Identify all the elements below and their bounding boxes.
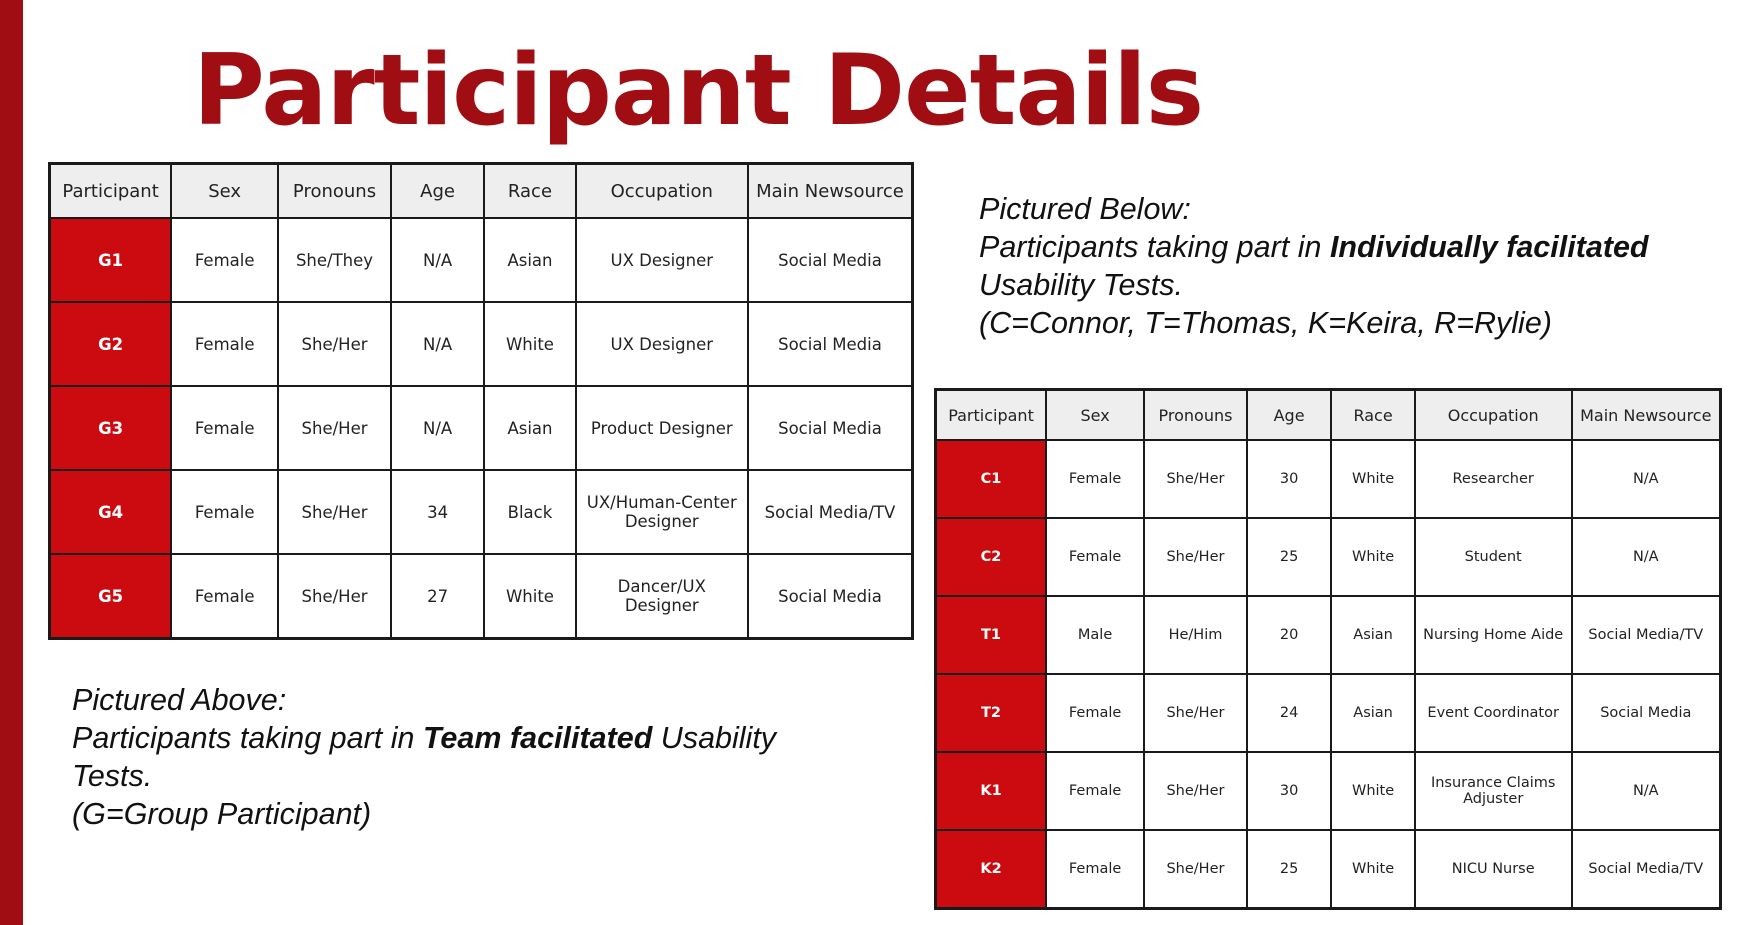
newsource-cell: N/A bbox=[1572, 518, 1721, 596]
occupation-cell: UX Designer bbox=[576, 218, 748, 302]
table-row bbox=[50, 302, 913, 386]
caption-emphasis: Individually facilitated bbox=[1329, 230, 1649, 264]
col-header-age: Age bbox=[391, 164, 485, 219]
sex-cell: Female bbox=[1046, 518, 1144, 596]
page-title: Participant Details bbox=[193, 34, 1204, 148]
col-header-participant: Participant bbox=[50, 164, 172, 219]
race-cell: White bbox=[484, 302, 575, 386]
newsource-cell: Social Media bbox=[748, 302, 913, 386]
age-cell: 25 bbox=[1247, 830, 1332, 909]
pronouns-cell: She/Her bbox=[278, 470, 391, 554]
caption-line: (C=Connor, T=Thomas, K=Keira, R=Rylie) bbox=[979, 306, 1552, 340]
sex-cell: Female bbox=[1046, 752, 1144, 830]
caption-text: Participants taking part in bbox=[72, 721, 423, 755]
slide-accent-bar bbox=[0, 0, 23, 925]
newsource-cell: N/A bbox=[1572, 440, 1721, 518]
race-cell: White bbox=[1331, 518, 1414, 596]
age-cell: N/A bbox=[391, 302, 485, 386]
age-cell: 27 bbox=[391, 554, 485, 639]
col-header-pronouns: Pronouns bbox=[1144, 390, 1247, 441]
newsource-cell: Social Media bbox=[748, 386, 913, 470]
participant-id-cell: G4 bbox=[50, 470, 172, 554]
newsource-cell: Social Media bbox=[1572, 674, 1721, 752]
pronouns-cell: She/Her bbox=[1144, 830, 1247, 909]
participant-id-cell: T1 bbox=[936, 596, 1047, 674]
sex-cell: Female bbox=[171, 386, 278, 470]
participant-id-cell: G1 bbox=[50, 218, 172, 302]
age-cell: 34 bbox=[391, 470, 485, 554]
participant-id-cell: G2 bbox=[50, 302, 172, 386]
caption-text: Usability bbox=[652, 721, 777, 755]
col-header-occupation: Occupation bbox=[576, 164, 748, 219]
col-header-newsource: Main Newsource bbox=[1572, 390, 1721, 441]
caption-emphasis: Team facilitated bbox=[422, 721, 653, 755]
age-cell: 24 bbox=[1247, 674, 1332, 752]
newsource-cell: Social Media bbox=[748, 218, 913, 302]
individual-participants-table bbox=[934, 388, 1722, 910]
occupation-cell: Student bbox=[1415, 518, 1572, 596]
pronouns-cell: He/Him bbox=[1144, 596, 1247, 674]
col-header-sex: Sex bbox=[1046, 390, 1144, 441]
table-row bbox=[50, 470, 913, 554]
caption-line: Pictured Above: bbox=[72, 683, 287, 717]
caption-line: Usability Tests. bbox=[979, 268, 1183, 302]
caption-line bbox=[979, 228, 1709, 266]
newsource-cell: Social Media/TV bbox=[1572, 596, 1721, 674]
participant-id-cell: C2 bbox=[936, 518, 1047, 596]
occupation-cell: Event Coordinator bbox=[1415, 674, 1572, 752]
race-cell: Asian bbox=[1331, 674, 1414, 752]
sex-cell: Female bbox=[171, 302, 278, 386]
race-cell: White bbox=[1331, 440, 1414, 518]
sex-cell: Female bbox=[1046, 830, 1144, 909]
pronouns-cell: She/They bbox=[278, 218, 391, 302]
col-header-newsource: Main Newsource bbox=[748, 164, 913, 219]
occupation-cell: Researcher bbox=[1415, 440, 1572, 518]
occupation-cell: Nursing Home Aide bbox=[1415, 596, 1572, 674]
newsource-cell: Social Media bbox=[748, 554, 913, 639]
col-header-participant: Participant bbox=[936, 390, 1047, 441]
participant-id-cell: C1 bbox=[936, 440, 1047, 518]
col-header-race: Race bbox=[484, 164, 575, 219]
participant-id-cell: G3 bbox=[50, 386, 172, 470]
occupation-cell: Product Designer bbox=[576, 386, 748, 470]
sex-cell: Female bbox=[1046, 440, 1144, 518]
pronouns-cell: She/Her bbox=[278, 554, 391, 639]
team-tests-caption bbox=[72, 681, 832, 833]
newsource-cell: Social Media/TV bbox=[748, 470, 913, 554]
age-cell: N/A bbox=[391, 218, 485, 302]
pronouns-cell: She/Her bbox=[278, 386, 391, 470]
col-header-occupation: Occupation bbox=[1415, 390, 1572, 441]
table-row bbox=[936, 830, 1721, 909]
sex-cell: Male bbox=[1046, 596, 1144, 674]
race-cell: Black bbox=[484, 470, 575, 554]
sex-cell: Female bbox=[171, 554, 278, 639]
col-header-race: Race bbox=[1331, 390, 1414, 441]
sex-cell: Female bbox=[1046, 674, 1144, 752]
occupation-cell: Insurance Claims Adjuster bbox=[1415, 752, 1572, 830]
caption-line: (G=Group Participant) bbox=[72, 797, 372, 831]
caption-line: Pictured Below: bbox=[979, 192, 1191, 226]
occupation-cell: Dancer/UX Designer bbox=[576, 554, 748, 639]
age-cell: 30 bbox=[1247, 752, 1332, 830]
race-cell: White bbox=[484, 554, 575, 639]
caption-line: Tests. bbox=[72, 759, 153, 793]
sex-cell: Female bbox=[171, 470, 278, 554]
race-cell: White bbox=[1331, 752, 1414, 830]
occupation-cell: UX Designer bbox=[576, 302, 748, 386]
table-row bbox=[50, 554, 913, 639]
participant-id-cell: G5 bbox=[50, 554, 172, 639]
table-row bbox=[936, 440, 1721, 518]
col-header-pronouns: Pronouns bbox=[278, 164, 391, 219]
pronouns-cell: She/Her bbox=[1144, 674, 1247, 752]
table-row bbox=[50, 218, 913, 302]
table-row bbox=[50, 386, 913, 470]
table-header-row bbox=[936, 390, 1721, 441]
age-cell: 30 bbox=[1247, 440, 1332, 518]
pronouns-cell: She/Her bbox=[1144, 752, 1247, 830]
team-participants-table bbox=[48, 162, 914, 640]
race-cell: White bbox=[1331, 830, 1414, 909]
individual-tests-caption bbox=[979, 190, 1709, 342]
caption-text: Participants taking part in bbox=[979, 230, 1330, 264]
race-cell: Asian bbox=[1331, 596, 1414, 674]
race-cell: Asian bbox=[484, 386, 575, 470]
newsource-cell: N/A bbox=[1572, 752, 1721, 830]
table-row bbox=[936, 596, 1721, 674]
participant-id-cell: T2 bbox=[936, 674, 1047, 752]
col-header-sex: Sex bbox=[171, 164, 278, 219]
occupation-cell: NICU Nurse bbox=[1415, 830, 1572, 909]
table-row bbox=[936, 518, 1721, 596]
age-cell: 25 bbox=[1247, 518, 1332, 596]
pronouns-cell: She/Her bbox=[278, 302, 391, 386]
col-header-age: Age bbox=[1247, 390, 1332, 441]
occupation-cell: UX/Human-Center Designer bbox=[576, 470, 748, 554]
pronouns-cell: She/Her bbox=[1144, 440, 1247, 518]
participant-id-cell: K2 bbox=[936, 830, 1047, 909]
newsource-cell: Social Media/TV bbox=[1572, 830, 1721, 909]
caption-line bbox=[72, 719, 832, 757]
pronouns-cell: She/Her bbox=[1144, 518, 1247, 596]
race-cell: Asian bbox=[484, 218, 575, 302]
table-row bbox=[936, 674, 1721, 752]
age-cell: 20 bbox=[1247, 596, 1332, 674]
participant-id-cell: K1 bbox=[936, 752, 1047, 830]
table-row bbox=[936, 752, 1721, 830]
age-cell: N/A bbox=[391, 386, 485, 470]
table-header-row bbox=[50, 164, 913, 219]
sex-cell: Female bbox=[171, 218, 278, 302]
